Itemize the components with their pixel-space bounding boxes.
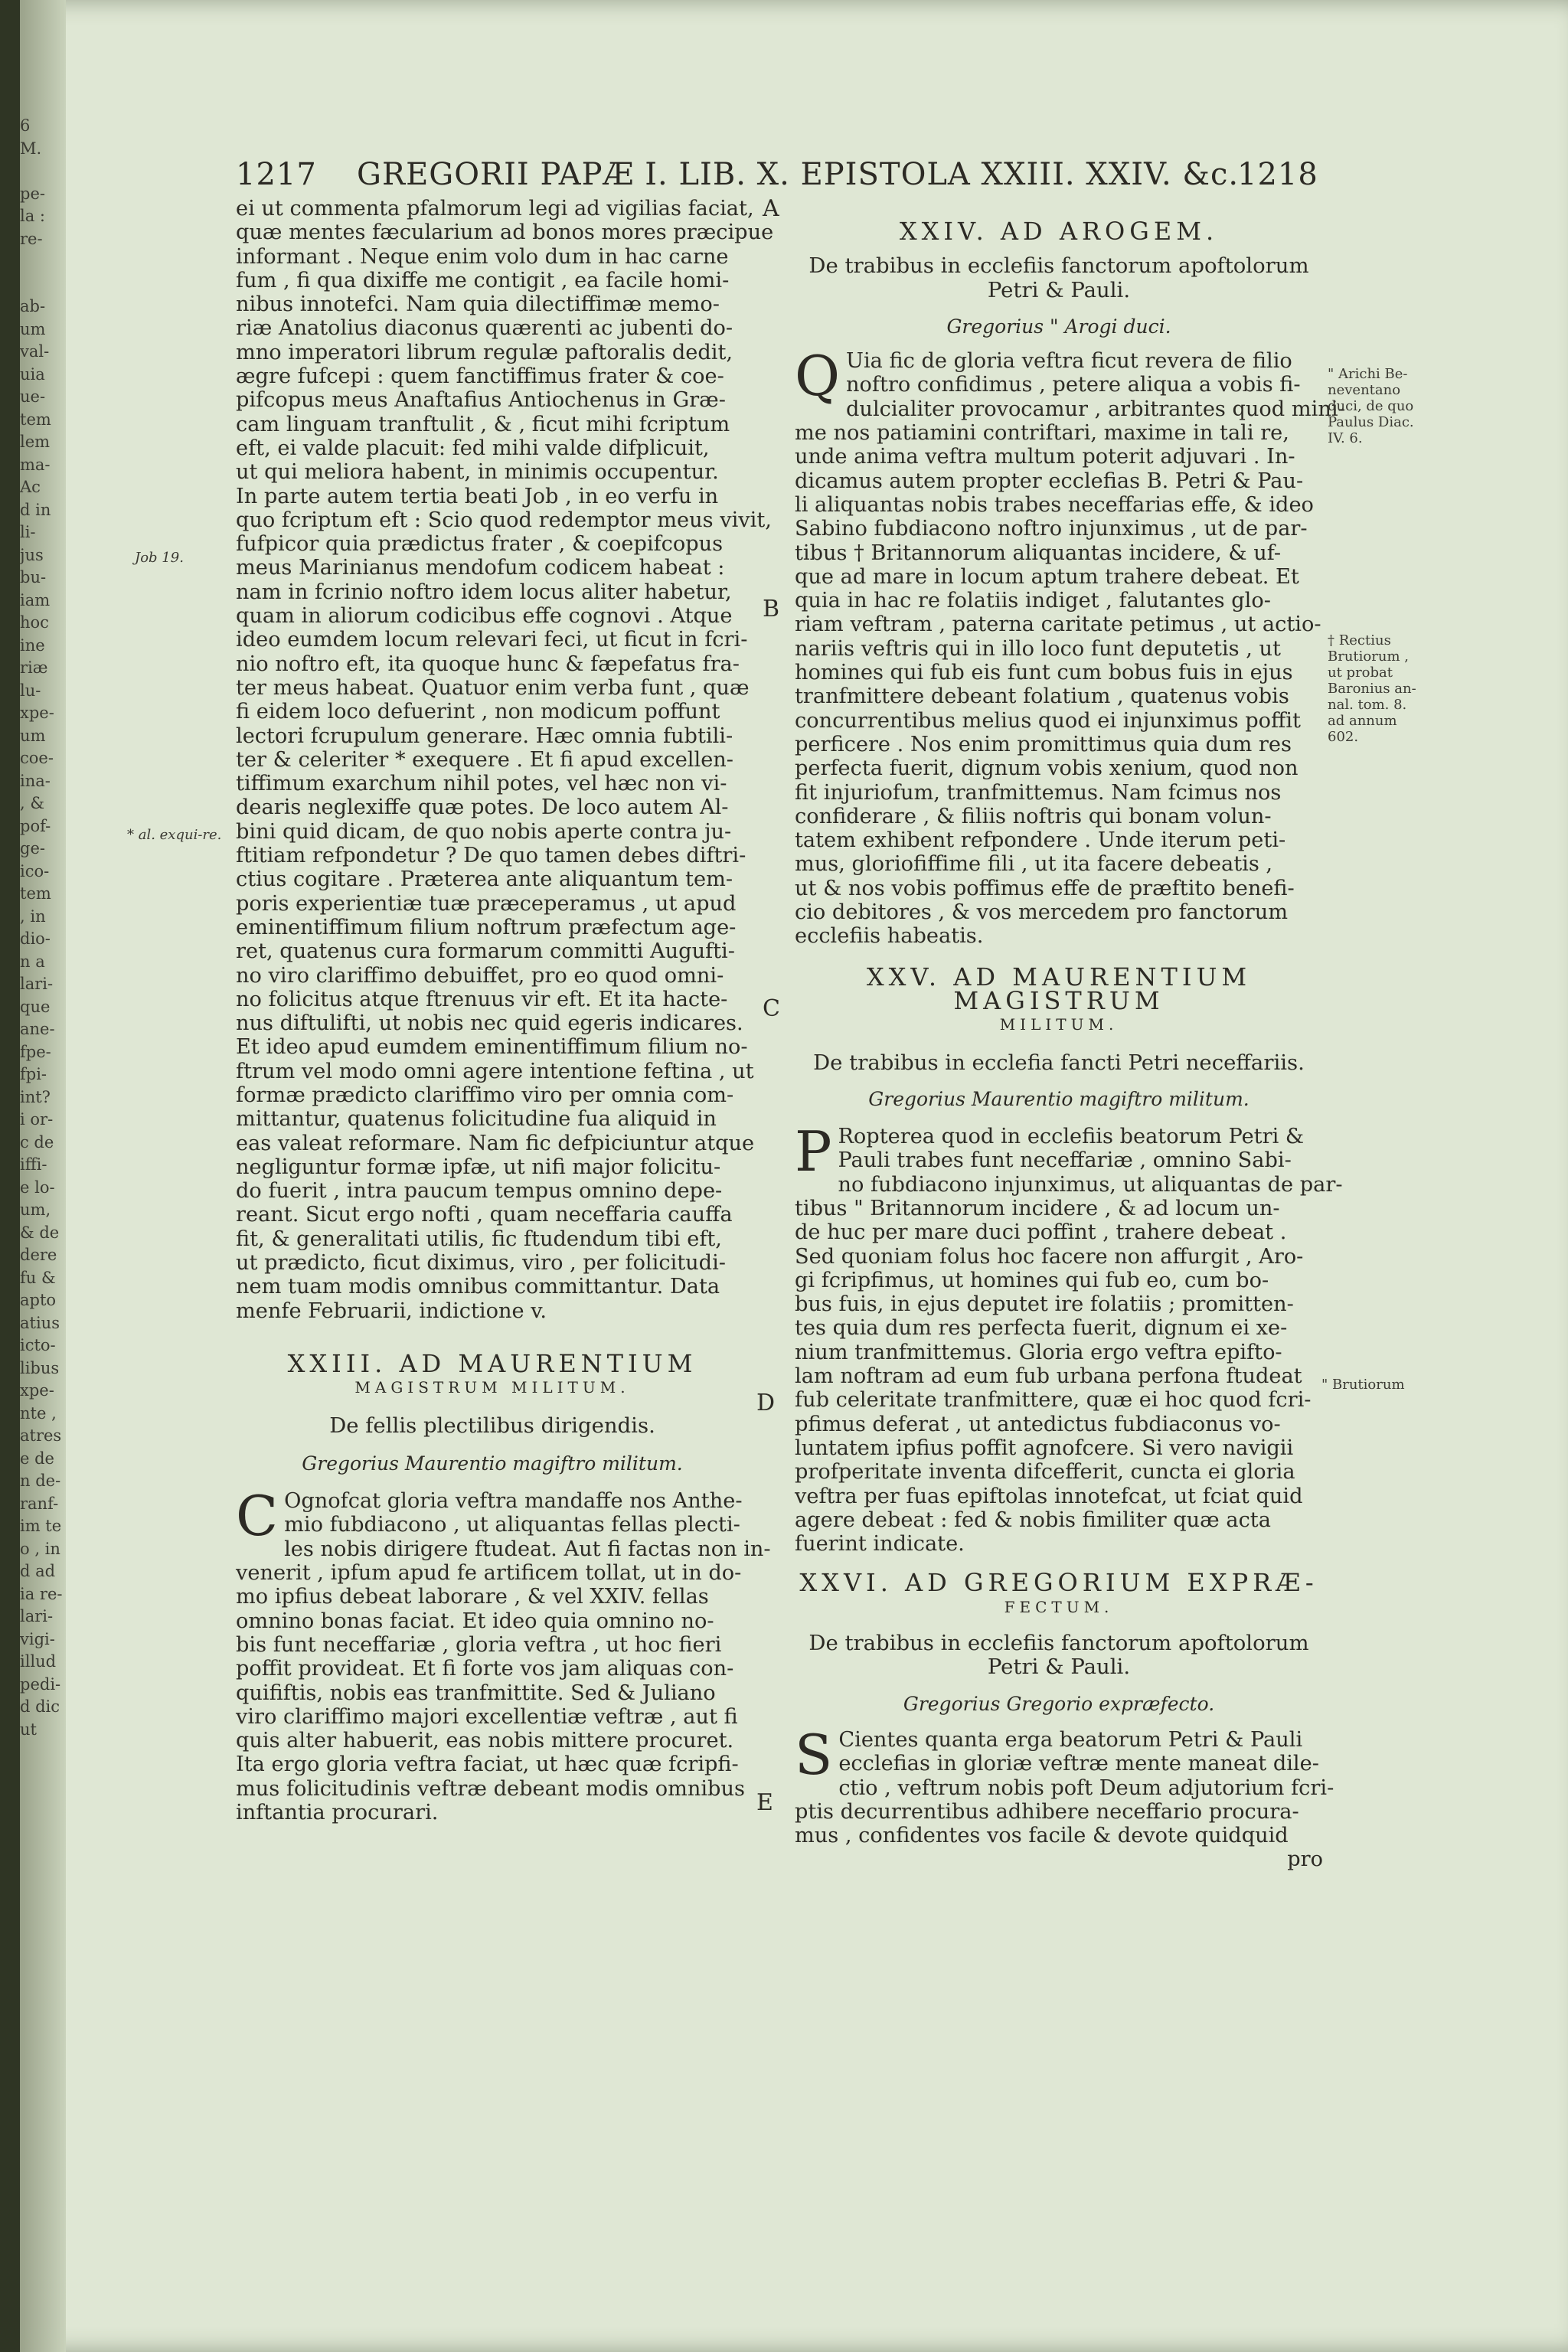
epistle-25-line: fuerint indicate. xyxy=(795,1532,965,1557)
epistle-24-line: tranfmittere debeant folatium , quatenus vobis xyxy=(795,684,1289,709)
previous-page-fragment: iffi- xyxy=(20,1155,47,1174)
previous-page-fragment: val- xyxy=(20,342,50,361)
previous-page-fragment: dio- xyxy=(20,929,51,948)
right-column xyxy=(795,197,1345,1872)
epistle-26-salutation: Gregorius Gregorio expræfecto. xyxy=(903,1692,1215,1715)
previous-page-fragment: apto xyxy=(20,1291,57,1309)
previous-page-fragment: fpi- xyxy=(20,1065,47,1083)
previous-page-fragment: i or- xyxy=(20,1110,54,1129)
epistle-24-line: fit injuriofum, tranfmittemus. Nam fcimus nos xyxy=(795,780,1282,805)
previous-page-fragment: e lo- xyxy=(20,1178,55,1197)
epistle-25-line: gi fcripfimus, ut homines qui fub eo, cum bo- xyxy=(795,1268,1269,1292)
epistle-25-heading-sub: MILITUM. xyxy=(999,1015,1119,1034)
epistle-22-line: no folicitus atque ftrenuus vir eft. Et ita hacte- xyxy=(236,987,728,1011)
epistle-22-line: ut prædicto, ficut diximus, viro , per folicitudi- xyxy=(236,1251,726,1276)
epistle-22-line: nam in fcrinio noftro idem locus aliter habetur, xyxy=(236,580,732,604)
previous-page-fragment: d ad xyxy=(20,1562,56,1580)
epistle-22-line: lectori fcrupulum generare. Hæc omnia fubtili- xyxy=(236,724,733,748)
epistle-22-line: In parte autem tertia beati Job , in eo verfu in xyxy=(236,484,719,508)
epistle-23-line: quis alter habuerit, eas nobis mittere procuret. xyxy=(236,1729,734,1753)
epistle-25-line: luntatem ipfius poffit agnofcere. Si vero navigii xyxy=(795,1436,1294,1460)
epistle-23-heading: XXIII. AD MAURENTIUM xyxy=(287,1348,697,1378)
epistle-22-line: ter meus habeat. Quatuor enim verba funt , quæ xyxy=(236,675,750,700)
epistle-25-line: Pauli trabes funt neceffariæ , omnino Sabi- xyxy=(838,1148,1292,1173)
epistle-24-subject-line-1: De trabibus in ecclefiis fanctorum apoftolorum xyxy=(808,253,1309,279)
epistle-23-line: poffit provideat. Et fi forte vos jam aliquas con- xyxy=(236,1657,734,1681)
previous-page-fragment: hoc xyxy=(20,613,49,632)
previous-page-fragment: e de xyxy=(20,1449,54,1468)
epistle-23-subject: De fellis plectilibus dirigendis. xyxy=(329,1413,655,1438)
catchword: pro xyxy=(1287,1847,1323,1872)
epistle-24-line: ut & nos vobis poffimus effe de præftito benefi- xyxy=(795,876,1295,900)
epistle-26-line: mus , confidentes vos facile & devote quidquid xyxy=(795,1824,1289,1848)
previous-page-fragment: ine xyxy=(20,635,45,655)
epistle-24-line: quia in hac re folatiis indiget , falutantes glo- xyxy=(795,589,1271,613)
epistle-22-line: ægre fufcepi : quem fanctiffimus frater & coe- xyxy=(236,364,724,389)
epistle-24-line: concurrentibus melius quod ei injunximus poffit xyxy=(795,708,1301,733)
epistle-23-line: viro clariffimo majori excellentiæ veftræ , aut fi xyxy=(236,1704,738,1729)
previous-page-fragment: im te xyxy=(20,1517,62,1535)
epistle-22-line: formæ prædicto clariffimo viro per omnia com- xyxy=(236,1083,734,1107)
epistle-26-line: Cientes quanta erga beatorum Petri & Pauli xyxy=(838,1727,1303,1752)
previous-page-fragment: atius xyxy=(20,1313,60,1332)
previous-page-fragment: um xyxy=(20,319,46,338)
previous-page-fragment: ico- xyxy=(20,861,50,880)
epistle-22-line: eminentiffimum filium noftrum præfectum age- xyxy=(236,915,737,939)
epistle-22-line: eft, ei valde placuit: fed mihi valde difplicuit, xyxy=(236,436,710,460)
epistle-24-line: Sabino fubdiacono noftro injunximus , ut de par- xyxy=(795,517,1308,541)
epistle-23-line: Ognofcat gloria veftra mandaffe nos Anthe- xyxy=(284,1489,743,1514)
previous-page-fragment: pedi- xyxy=(20,1674,61,1694)
previous-page-fragment: ane- xyxy=(20,1020,55,1038)
epistle-22-line: poris experientiæ tuæ præceperamus , ut apud xyxy=(236,891,737,916)
epistle-24-line: me nos patiamini contriftari, maxime in tali re, xyxy=(795,421,1289,446)
epistle-22-line: fit, & generalitati utilis, fic ftudendum tibi eft, xyxy=(236,1227,722,1251)
previous-page-fragment: iam xyxy=(20,590,51,609)
epistle-25-line: tibus " Britannorum incidere , & ad locum un- xyxy=(795,1196,1280,1220)
previous-page-fragment: d dic xyxy=(20,1697,60,1716)
epistle-26-line: ecclefias in gloriæ veftræ mente maneat dile- xyxy=(838,1752,1319,1776)
left-column xyxy=(236,197,774,1824)
previous-page-fragment xyxy=(20,250,66,273)
epistle-22-line: nibus innotefci. Nam quia dilectiffimæ memo- xyxy=(236,292,720,317)
epistle-26-subject-line-2: Petri & Pauli. xyxy=(987,1655,1131,1680)
page-number-right: 1218 xyxy=(1237,157,1318,192)
previous-page-fragment: ia re- xyxy=(20,1584,63,1603)
epistle-22-line: negliguntur formæ ipfæ, ut nifi major folicitu- xyxy=(236,1155,721,1179)
previous-page-fragment: , in xyxy=(20,906,46,926)
book-page xyxy=(20,0,1568,2352)
epistle-24-line: Uia fic de gloria veftra ficut revera de filio xyxy=(846,349,1292,374)
epistle-22-line: cam linguam tranftulit , & , ficut mihi fcriptum xyxy=(236,412,730,436)
epistle-24-line: ecclefiis habeatis. xyxy=(795,924,984,949)
epistle-22-continuation xyxy=(236,197,774,1323)
epistle-26-heading: XXVI. AD GREGORIUM EXPRÆ- xyxy=(799,1568,1318,1598)
epistle-23-body xyxy=(236,1484,771,1824)
epistle-22-line: ut qui meliora habent, in minimis occupentur. xyxy=(236,460,719,485)
epistle-22-line: quam in aliorum codicibus effe cognovi . Atque xyxy=(236,604,733,629)
epistle-26-subject-line-1: De trabibus in ecclefiis fanctorum apoftolorum xyxy=(808,1631,1309,1656)
previous-page-fragment: icto- xyxy=(20,1336,56,1354)
epistle-23-line: inftantia procurari. xyxy=(236,1801,439,1824)
previous-page-fragment: lari- xyxy=(20,975,54,993)
epistle-22-line: reant. Sicut ergo nofti , quam neceffaria cauffa xyxy=(236,1203,733,1227)
epistle-25-line: no fubdiacono injunximus, ut aliquantas de par- xyxy=(838,1172,1343,1197)
epistle-22-line: do fuerit , intra paucum tempus omnino depe- xyxy=(236,1179,723,1204)
previous-page-fragment: riæ xyxy=(20,658,48,677)
previous-page-fragment: vigi- xyxy=(20,1629,55,1648)
epistle-23-line: les nobis dirigere ftudeat. Aut fi factas non in- xyxy=(284,1537,771,1561)
section-letter-b: B xyxy=(763,596,780,622)
epistle-22-line: nem tuam modis omnibus committantur. Data xyxy=(236,1275,720,1299)
previous-page-fragment: fpe- xyxy=(20,1042,51,1061)
previous-page-fragment: dere xyxy=(20,1246,57,1264)
epistle-22-line: meus Marinianus mendofum codicem habeat : xyxy=(236,556,725,580)
page-number-left: 1217 xyxy=(236,157,317,192)
epistle-24-line: tibus † Britannorum aliquantas incidere, & uf- xyxy=(795,541,1282,565)
epistle-25-salutation: Gregorius Maurentio magiftro militum. xyxy=(868,1087,1250,1110)
previous-page-fragment: li- xyxy=(20,523,36,541)
previous-page-edge-text xyxy=(20,115,66,1741)
epistle-25-line: Ropterea quod in ecclefiis beatorum Petri & xyxy=(838,1125,1305,1149)
epistle-22-line: mittantur, quatenus folicitudine fua aliquid in xyxy=(236,1107,717,1132)
epistle-24-line: cio debitores , & vos mercedem pro fanctorum xyxy=(795,900,1289,925)
section-letter-a: A xyxy=(763,195,779,222)
previous-page-fragment: o , in xyxy=(20,1539,60,1558)
epistle-22-line: ei ut commenta pfalmorum legi ad vigilias faciat, xyxy=(236,197,754,220)
epistle-24-body xyxy=(795,344,1345,949)
epistle-24-line: perfecta fuerit, dignum vobis xenium, quod non xyxy=(795,756,1298,781)
epistle-26-line: ptis decurrentibus adhibere neceffario procura- xyxy=(795,1799,1299,1824)
epistle-23-dropcap: C xyxy=(236,1484,279,1549)
previous-page-fragment: ab- xyxy=(20,297,46,315)
epistle-24-line: homines qui fub eis funt cum bobus fuis in ejus xyxy=(795,661,1293,685)
previous-page-fragment: lem xyxy=(20,433,51,451)
epistle-23-salutation: Gregorius Maurentio magiftro militum. xyxy=(302,1452,683,1475)
previous-page-fragment: ue- xyxy=(20,387,46,406)
epistle-23-heading-sub: MAGISTRUM MILITUM. xyxy=(354,1378,630,1397)
epistle-24-line: mus, gloriofiffime fili , ut ita facere debeatis , xyxy=(795,852,1273,877)
epistle-22-line: ideo eumdem locum relevari feci, ut ficut in fcri- xyxy=(236,628,748,652)
epistle-24-line: que ad mare in locum aptum trahere debeat. Et xyxy=(795,564,1299,589)
epistle-25-line: bus fuis, in ejus deputet ire folatiis ; promitten- xyxy=(795,1292,1294,1317)
epistle-22-line: quo fcriptum eft : Scio quod redemptor meus vivit, xyxy=(236,508,772,532)
previous-page-fragment: atres xyxy=(20,1426,62,1445)
epistle-23-line: bis funt neceffariæ , gloria veftra , ut hoc fieri xyxy=(236,1632,722,1657)
margin-note-rectius: † Rectius Brutiorum , ut probat Baronius an-nal. tom. 8. ad annum 602. xyxy=(1328,632,1416,745)
margin-note-job: Job 19. xyxy=(135,550,184,566)
previous-page-fragment: bu- xyxy=(20,568,47,586)
epistle-25-line: Sed quoniam folus hoc facere non affurgit , Aro- xyxy=(795,1244,1304,1269)
previous-page-fragment: illud xyxy=(20,1652,57,1671)
previous-page-fragment: ge- xyxy=(20,839,45,858)
previous-page-fragment xyxy=(20,160,66,183)
epistle-22-line: menfe Februarii, indictione v. xyxy=(236,1298,547,1323)
previous-page-fragment: lu- xyxy=(20,681,41,700)
previous-page-fragment: ma- xyxy=(20,455,51,474)
previous-page-fragment: & de xyxy=(20,1223,60,1242)
epistle-22-line: fufpicor quia prædictus frater , & coepifcopus xyxy=(236,532,724,557)
epistle-25-line: veftra per fuas epiftolas innotefcat, ut fciat quid xyxy=(795,1484,1303,1508)
previous-page-fragment: ut xyxy=(20,1720,37,1739)
previous-page-fragment: la : xyxy=(20,207,45,225)
epistle-24-subject-line-2: Petri & Pauli. xyxy=(987,277,1131,302)
epistle-25-line: agere debeat : fed & nobis fimiliter quæ acta xyxy=(795,1508,1271,1532)
epistle-25-line: fub celeritate tranfmittere, quæ ei hoc quod fcri- xyxy=(795,1388,1312,1413)
epistle-25-body xyxy=(795,1119,1343,1557)
epistle-26-heading-sub: FECTUM. xyxy=(1004,1597,1114,1616)
epistle-23-line: venerit , ipfum apud fe artificem tollat, ut in do- xyxy=(236,1561,742,1586)
epistle-23-line: mo ipfius debeat laborare , & vel XXIV. fellas xyxy=(236,1585,709,1609)
epistle-23-line: Ita ergo gloria veftra faciat, ut hæc quæ fcripfi- xyxy=(236,1753,739,1777)
epistle-22-line: tiffimum exarchum nihil potes, vel hæc non vi- xyxy=(236,772,727,796)
epistle-24-salutation: Gregorius " Arogi duci. xyxy=(946,315,1171,338)
epistle-23-line: quififtis, nobis eas tranfmittite. Sed & Juliano xyxy=(236,1681,716,1705)
previous-page-fragment: tem xyxy=(20,410,51,429)
epistle-22-line: informant . Neque enim volo dum in hac carne xyxy=(236,244,729,269)
epistle-25-line: de huc per mare duci poffint , trahere debeat . xyxy=(795,1220,1287,1245)
previous-page-fragment: int? xyxy=(20,1087,51,1106)
previous-page-fragment: n de- xyxy=(20,1472,61,1490)
epistle-24-heading: XXIV. AD AROGEM. xyxy=(899,217,1219,246)
previous-page-fragment: pe- xyxy=(20,184,45,203)
epistle-25-line: tes quia dum res perfecta fuerit, dignum ei xe- xyxy=(795,1316,1288,1341)
previous-page-fragment: , & xyxy=(20,794,45,812)
previous-page-fragment: 6 xyxy=(20,116,31,135)
section-letter-e: E xyxy=(756,1789,773,1816)
epistle-24-line: unde anima veftra multum poterit adjuvari . In- xyxy=(795,445,1295,469)
epistle-22-line: dearis neglexiffe quæ potes. De loco autem Al- xyxy=(236,795,729,820)
epistle-22-line: riæ Anatolius diaconus quærenti ac jubenti do- xyxy=(236,316,733,341)
previous-page-fragment: xpe- xyxy=(20,1381,54,1400)
epistle-24-line: tatem exhibent refpondere . Unde iterum peti- xyxy=(795,828,1286,853)
epistle-25-dropcap: P xyxy=(795,1119,832,1184)
epistle-23-line: omnino bonas faciat. Et ideo quia omnino no- xyxy=(236,1609,714,1633)
epistle-22-line: nio noftro eft, ita quoque hunc & fæpefatus fra- xyxy=(236,652,740,676)
previous-page-fragment: ranf- xyxy=(20,1494,59,1513)
epistle-24-line: perficere . Nos enim promittimus quia dum res xyxy=(795,732,1292,756)
epistle-22-line: no viro clariffimo debuiffet, pro eo quod omni- xyxy=(236,963,724,988)
epistle-22-line: eas valeat reformare. Nam fic defpiciuntur atque xyxy=(236,1131,755,1155)
previous-page-fragment: libus xyxy=(20,1358,60,1377)
epistle-22-line: ftrum vel modo omni agere intentione feftina , ut xyxy=(236,1059,754,1083)
epistle-22-line: quæ mentes fæcularium ad bonos mores præcipue xyxy=(236,220,774,245)
previous-page-fragment: jus xyxy=(20,545,44,564)
running-title: GREGORII PAPÆ I. LIB. X. EPISTOLA XXIII. XXIV. &c. xyxy=(357,157,1240,192)
epistle-23-line: mio fubdiacono , ut aliquantas fellas plecti- xyxy=(284,1513,740,1537)
epistle-26-line: ctio , veftrum nobis poft Deum adjutorium fcri- xyxy=(838,1775,1334,1800)
previous-page-fragment: fu & xyxy=(20,1268,56,1287)
previous-page-fragment: que xyxy=(20,997,51,1016)
epistle-24-line: dicamus autem propter ecclefias B. Petri & Pau- xyxy=(795,469,1304,493)
epistle-25-line: pfimus deferat , ut antedictus fubdiaconus vo- xyxy=(795,1412,1281,1436)
epistle-24-line: li aliquantas nobis trabes neceffarias effe, & ideo xyxy=(795,492,1314,517)
previous-page-fragment: uia xyxy=(20,364,45,384)
epistle-22-line: ter & celeriter * exequere . Et fi apud excellen- xyxy=(236,747,733,772)
epistle-24-line: noftro confidimus , petere aliqua a vobis fi- xyxy=(846,373,1301,397)
margin-note-brutiorum: " Brutiorum xyxy=(1321,1377,1405,1393)
epistle-22-line: fi eidem loco defuerint , non modicum poffunt xyxy=(236,700,720,724)
previous-page-fragment: coe- xyxy=(20,749,54,767)
previous-page-fragment: ina- xyxy=(20,771,51,790)
epistle-25-line: nium tranfmittemus. Gloria ergo veftra epifto- xyxy=(795,1340,1282,1364)
epistle-24-dropcap: Q xyxy=(795,344,841,409)
section-letter-c: C xyxy=(763,995,780,1022)
previous-page-fragment: um xyxy=(20,726,46,745)
epistle-22-line: ctius cogitare . Præterea ante aliquantum tem- xyxy=(236,867,733,892)
epistle-25-line: lam noftram ad eum fub urbana perfona ftudeat xyxy=(795,1364,1302,1389)
epistle-25-line: profperitate inventa difcefferit, cuncta ei gloria xyxy=(795,1460,1295,1485)
epistle-22-line: mno imperatori librum regulæ paftoralis dedit, xyxy=(236,340,733,364)
epistle-22-line: fum , fi qua dixiffe me contigit , ea facile homi- xyxy=(236,268,730,292)
section-letter-d: D xyxy=(756,1390,776,1416)
epistle-24-line: nariis veftris qui in illo loco funt deputetis , ut xyxy=(795,636,1281,661)
epistle-24-line: dulcialiter provocamur , arbitrantes quod mini- xyxy=(846,397,1345,421)
epistle-22-line: bini quid dicam, de quo nobis aperte contra ju- xyxy=(236,819,732,844)
previous-page-fragment: d in xyxy=(20,500,51,519)
epistle-22-line: ret, quatenus cura formarum committi Augufti- xyxy=(236,939,735,964)
previous-page-fragment: tem xyxy=(20,884,51,903)
previous-page-fragment: re- xyxy=(20,229,43,248)
epistle-25-subject: De trabibus in ecclefia fancti Petri neceffariis. xyxy=(813,1050,1305,1075)
margin-note-arichi: " Arichi Be-neventano duci, de quo Paulus Diac. IV. 6. xyxy=(1328,366,1414,446)
epistle-22-line: nus diftulifti, ut nobis nec quid egeris indicares. xyxy=(236,1011,743,1036)
previous-page-fragment: um, xyxy=(20,1200,51,1219)
previous-page-fragment: nte , xyxy=(20,1403,57,1423)
previous-page-fragment: lari- xyxy=(20,1607,54,1625)
epistle-22-line: pifcopus meus Anaftafius Antiochenus in Græ- xyxy=(236,388,726,413)
epistle-26-dropcap: S xyxy=(795,1722,833,1787)
previous-page-fragment: pof- xyxy=(20,816,51,835)
epistle-26-body xyxy=(795,1722,1334,1848)
previous-page-fragment: Ac xyxy=(20,478,41,496)
previous-page-fragment: xpe- xyxy=(20,704,54,722)
previous-page-fragment: n a xyxy=(20,952,45,971)
epistle-25-heading: XXV. AD MAURENTIUM MAGISTRUM xyxy=(866,962,1252,1015)
margin-note-exquire: * al. exqui-re. xyxy=(127,827,222,843)
previous-page-fragment xyxy=(20,273,66,296)
epistle-23-line: mus folicitudinis veftræ debeant modis omnibus xyxy=(236,1776,745,1801)
previous-page-fragment: c de xyxy=(20,1132,54,1152)
epistle-24-line: riam veftram , paterna caritate petimus , ut actio- xyxy=(795,612,1321,637)
epistle-22-line: ftitiam refpondetur ? De quo tamen debes diftri- xyxy=(236,844,746,868)
epistle-24-line: confiderare , & filiis noftris qui bonam volun- xyxy=(795,804,1272,828)
previous-page-fragment: M. xyxy=(20,139,42,158)
epistle-22-line: Et ideo apud eumdem eminentiffimum filium no- xyxy=(236,1035,748,1060)
